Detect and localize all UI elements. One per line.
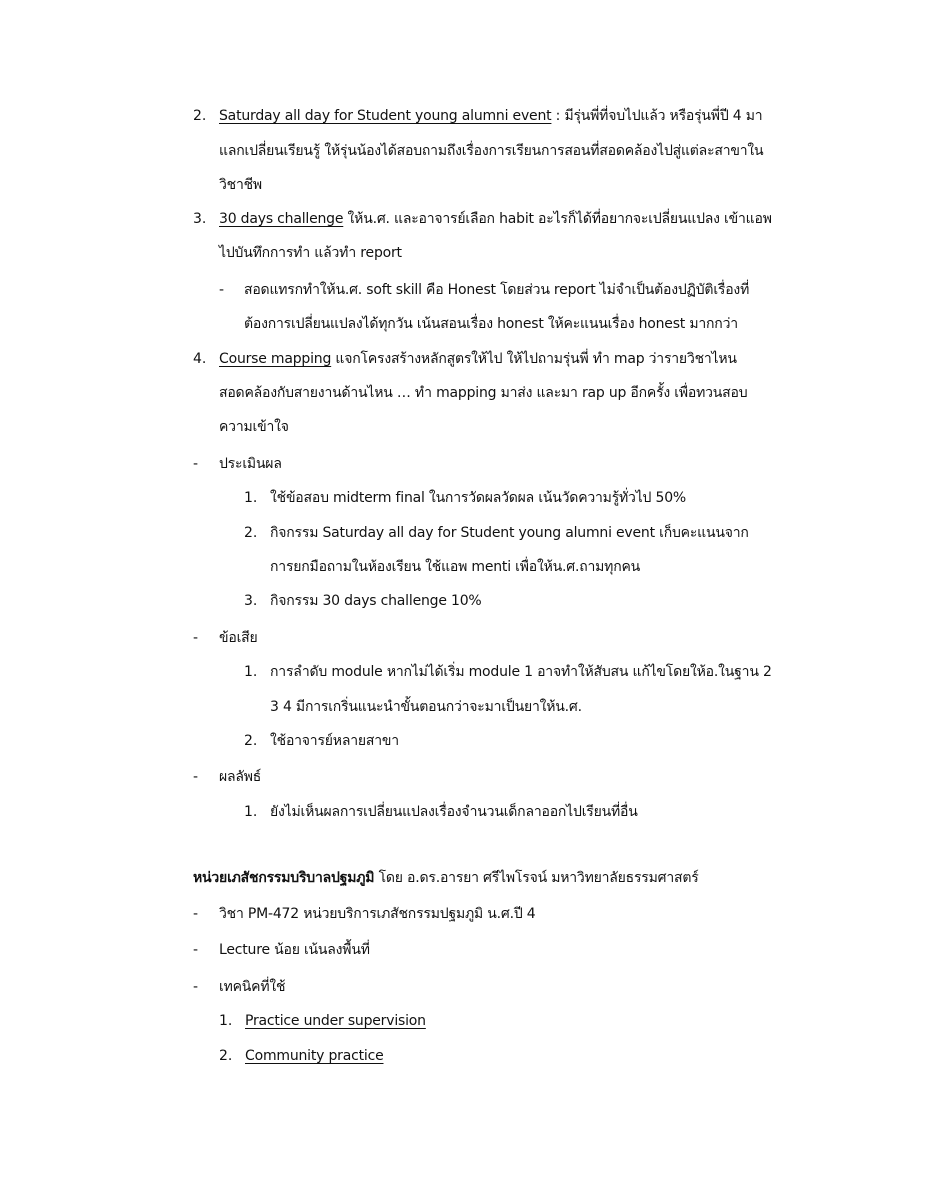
bullet-dash: - <box>193 979 199 995</box>
item-description: ความเข้าใจ <box>219 419 289 435</box>
item-description: : มีรุ่นพี่ที่จบไปแล้ว หรือรุ่นพี่ปี 4 มา <box>551 108 763 124</box>
drawback-item-text: การลำดับ module หากไม่ได้เริ่ม module 1 อาจทำให้สับสน แก้ไขโดยให้อ.ในฐาน 2 <box>270 664 772 680</box>
bullet-dash: - <box>193 906 199 922</box>
list-number: 1. <box>244 804 258 820</box>
item-description: ให้น.ศ. และอาจารย์เลือก habit อะไรก็ได้ที่อยากจะเปลี่ยนแปลง เข้าแอพ <box>343 211 772 227</box>
list-number: 2. <box>219 1048 233 1064</box>
evaluation-item-text: ใช้ข้อสอบ midterm final ในการวัดผลวัดผล เน้นวัดความรู้ทั่วไป 50% <box>270 490 687 506</box>
result-item-text: ยังไม่เห็นผลการเปลี่ยนแปลงเรื่องจำนวนเด็กลาออกไปเรียนที่อื่น <box>270 804 638 820</box>
item-description: สอดคล้องกับสายงานด้านไหน … ทำ mapping มาส่ง และมา rap up อีกครั้ง เพื่อทวนสอบ <box>219 385 748 401</box>
list-item-text <box>219 209 772 229</box>
bullet-dash: - <box>193 630 199 646</box>
section-heading <box>193 868 699 888</box>
bullet-text: เทคนิคที่ใช้ <box>219 979 286 995</box>
bullet-dash: - <box>193 456 199 472</box>
evaluation-item-text: การยกมือถามในห้องเรียน ใช้แอพ menti เพื่อให้น.ศ.ถามทุกคน <box>270 559 640 575</box>
bullet-dash: - <box>193 942 199 958</box>
drawback-item-text: ใช้อาจารย์หลายสาขา <box>270 733 399 749</box>
technique-link: Community practice <box>245 1048 384 1064</box>
section-heading-author: โดย อ.ดร.อารยา ศรีไพโรจน์ มหาวิทยาลัยธรรมศาสตร์ <box>374 870 699 886</box>
bullet-dash: - <box>193 769 199 785</box>
section-heading-title: หน่วยเภสัชกรรมบริบาลปฐมภูมิ <box>193 870 375 886</box>
list-number: 2. <box>193 108 207 124</box>
list-number: 4. <box>193 351 207 367</box>
item-description: วิชาชีพ <box>219 177 262 193</box>
evaluation-item-text: กิจกรรม 30 days challenge 10% <box>270 593 482 609</box>
item-title-link: Course mapping <box>219 351 332 367</box>
list-item-text <box>219 106 762 126</box>
list-number: 2. <box>244 733 258 749</box>
section-label-results: ผลลัพธ์ <box>219 769 262 785</box>
list-number: 1. <box>219 1013 233 1029</box>
list-number: 3. <box>193 211 207 227</box>
technique-link: Practice under supervision <box>245 1013 426 1029</box>
bullet-text: Lecture น้อย เน้นลงพื้นที่ <box>219 942 370 958</box>
bullet-text: วิชา PM-472 หน่วยบริการเภสัชกรรมปฐมภูมิ น.ศ.ปี 4 <box>219 906 536 922</box>
item-title-link: Saturday all day for Student young alumni event <box>219 108 552 124</box>
item-description: แจกโครงสร้างหลักสูตรให้ไป ให้ไปถามรุ่นพี่ ทำ map ว่ารายวิชาไหน <box>331 351 737 367</box>
list-item-text <box>219 349 737 369</box>
item-description: ไปบันทึกการทำ แล้วทำ report <box>219 245 402 261</box>
section-label-evaluation: ประเมินผล <box>219 456 282 472</box>
bullet-dash: - <box>219 282 225 298</box>
list-number: 2. <box>244 525 258 541</box>
sub-bullet-text: สอดแทรกทำให้น.ศ. soft skill คือ Honest โดยส่วน report ไม่จำเป็นต้องปฏิบัติเรื่องที่ <box>244 282 750 298</box>
sub-bullet-text: ต้องการเปลี่ยนแปลงได้ทุกวัน เน้นสอนเรื่อง honest ให้คะแนนเรื่อง honest มากกว่า <box>244 316 738 332</box>
evaluation-item-text: กิจกรรม Saturday all day for Student young alumni event เก็บคะแนนจาก <box>270 525 749 541</box>
list-number: 1. <box>244 490 258 506</box>
item-title-link: 30 days challenge <box>219 211 344 227</box>
drawback-item-text: 3 4 มีการเกริ่นแนะนำขั้นตอนกว่าจะมาเป็นยาให้น.ศ. <box>270 699 582 715</box>
list-number: 3. <box>244 593 258 609</box>
list-number: 1. <box>244 664 258 680</box>
item-description: แลกเปลี่ยนเรียนรู้ ให้รุ่นน้องได้สอบถามถึงเรื่องการเรียนการสอนที่สอดคล้องไปสู่แต่ละสาขาใน <box>219 143 764 159</box>
section-label-drawbacks: ข้อเสีย <box>219 630 258 646</box>
